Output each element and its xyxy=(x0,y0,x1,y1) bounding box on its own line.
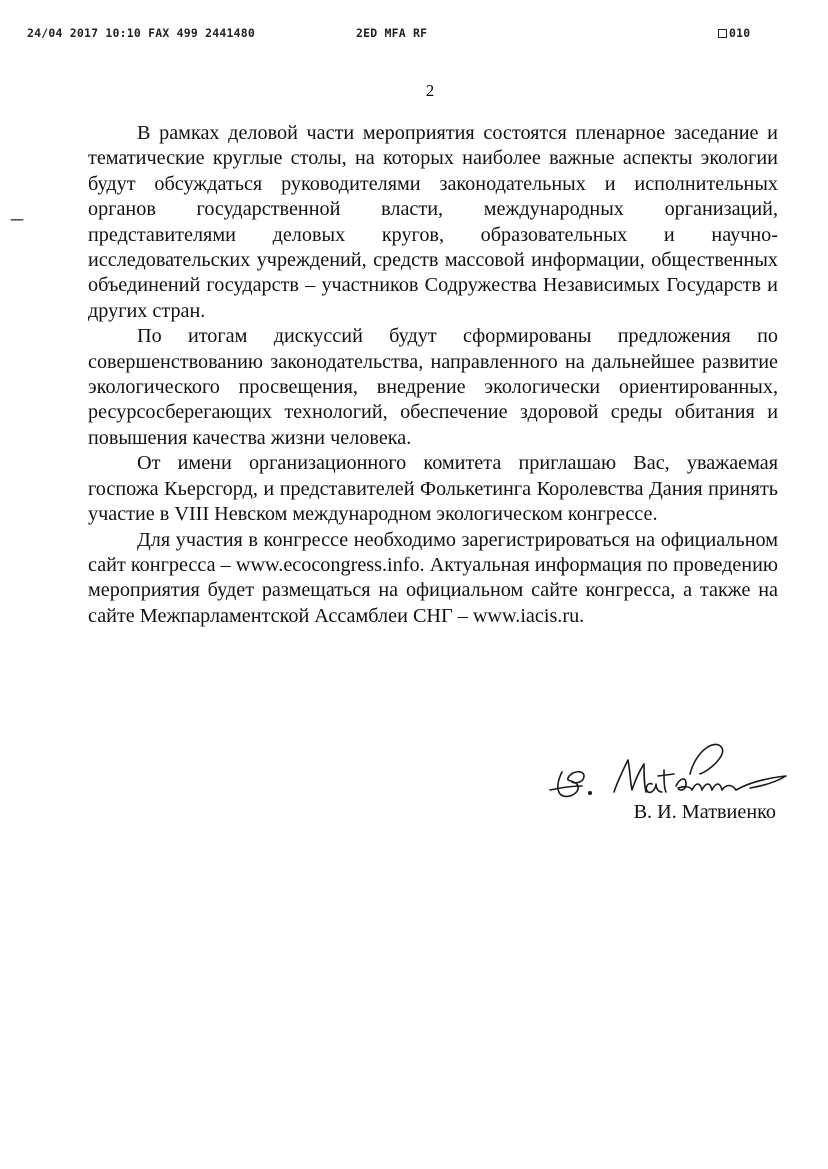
paragraph: Для участия в конгрессе необходимо зарегистрироваться на официальном сайт конгресса – www.ecocongress.info. Актуальная информация по проведению мероприятия будет размещаться на официальном сайте конгресса, а также на сайте Межпарламентской Ассамблеи СНГ – www.iacis.ru. xyxy=(88,528,778,627)
paragraph: От имени организационного комитета приглашаю Вас, уважаемая госпожа Кьерсгорд, и представителей Фолькетинга Королевства Дания принять участие в VIII Невском международном экологическом конгрессе. xyxy=(88,452,778,526)
fax-sender: 2ED MFA RF xyxy=(356,26,428,40)
fax-timestamp: 24/04 2017 10:10 FAX 499 2441480 xyxy=(27,26,255,40)
page-number: 2 xyxy=(425,81,435,100)
signer-name: В. И. Матвиенко xyxy=(633,801,776,823)
paragraph: В рамках деловой части мероприятия состоятся пленарное заседание и тематические круглые столы, на которых наиболее важные аспекты экологии будут обсуждаться руководителями законодательных и исполнительных органов государственной власти, международных организаций, представителями деловых кругов, образовательных и научно-исследовательских учреждений, средств массовой информации, общественных объединений государств – участников Содружества Независимых Государств и других стран. xyxy=(88,122,778,322)
fax-page-counter xyxy=(718,26,750,40)
fax-header xyxy=(0,26,828,42)
margin-mark: --- xyxy=(10,208,22,228)
paragraph: По итогам дискуссий будут сформированы предложения по совершенствованию законодательства, направленного на дальнейшее развитие экологического просвещения, внедрение экологически ориентированных, ресурсосберегающих технологий, обеспечение здоровой среды обитания и повышения качества жизни человека. xyxy=(88,325,778,449)
fax-page-number: 010 xyxy=(729,26,751,40)
fax-checkbox-icon xyxy=(718,29,727,38)
letter-body xyxy=(88,121,778,629)
handwritten-signature-icon xyxy=(540,730,790,805)
